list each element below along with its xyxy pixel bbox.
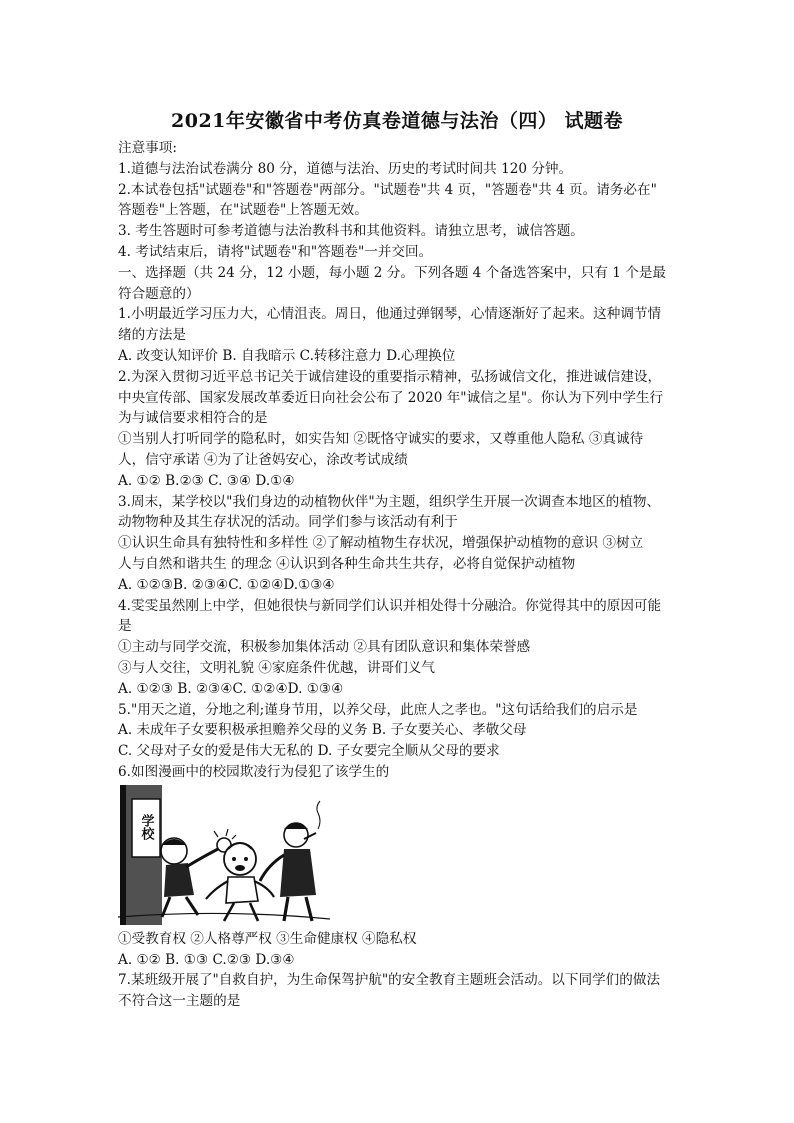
notice-list xyxy=(118,159,678,263)
notice-line: 3. 考生答题时可参考道德与法治教科书和其他资料。请独立思考，诚信答题。 xyxy=(118,223,584,240)
question-line: ①认识生命具有独特性和多样性 ②了解动植物生存状况，增强保护动植物的意识 ③树立 xyxy=(118,535,644,552)
victim-body xyxy=(226,877,258,903)
question-line: ①当别人打听同学的隐私时，如实告知 ②既恪守诚实的要求，又尊重他人隐私 ③真诚待 xyxy=(118,431,644,448)
school-bullying-cartoon-icon xyxy=(118,785,330,925)
question-list-continued xyxy=(118,929,678,1012)
question-line: 6.如图漫画中的校园欺凌行为侵犯了该学生的 xyxy=(118,763,390,780)
section-line: 符合题意的） xyxy=(118,285,200,302)
notice-line: 答题卷"上答题，在"试题卷"上答题无效。 xyxy=(118,202,368,219)
victim-eye xyxy=(244,857,248,861)
notice-line: 4. 考试结束后，请将"试题卷"和"答题卷"一并交回。 xyxy=(118,243,433,260)
question-list xyxy=(118,304,678,782)
question-line: A. 改变认知评价 B. 自我暗示 C.转移注意力 D.心理换位 xyxy=(118,347,456,364)
notice-line: 1.道德与法治试卷满分 80 分，道德与法治、历史的考试时间共 120 分钟。 xyxy=(118,160,573,177)
question-line: ③与人交往，文明礼貌 ④家庭条件优越，讲哥们义气 xyxy=(118,659,435,676)
left-bully-body xyxy=(164,863,194,897)
smoke xyxy=(317,801,320,829)
question-line: 2.为深入贯彻习近平总书记关于诚信建设的重要指示精神，弘扬诚信文化，推进诚信建设， xyxy=(118,368,662,385)
cartoon-drawing xyxy=(118,785,330,925)
question-line: A. 未成年子女要积极承担赡养父母的义务 B. 子女要关心、孝敬父母 xyxy=(118,722,527,739)
section-heading xyxy=(118,263,678,305)
question-line: A. ①② B. ①③ C.②③ D.③④ xyxy=(118,951,295,968)
notice-heading: 注意事项: xyxy=(118,140,177,156)
exam-content xyxy=(118,138,678,1012)
school-sign-text: 学校 xyxy=(138,813,154,840)
question-line: 中央宣传部、国家发展改革委近日向社会公布了 2020 年"诚信之星"。你认为下列中学生行 xyxy=(118,389,664,406)
question-line: A. ①②③B. ②③④C. ①②④D.①③④ xyxy=(118,576,335,593)
question-line: 3.周末，某学校以"我们身边的动植物伙伴"为主题，组织学生开展一次调查本地区的植物、 xyxy=(118,493,661,510)
victim-mouth xyxy=(235,865,245,871)
victim-legs xyxy=(224,903,258,921)
question-line: 不符合这一主题的是 xyxy=(118,993,241,1010)
question-line: 4.雯雯虽然刚上中学，但她很快与新同学们认识并相处得十分融洽。你觉得其中的原因可能 xyxy=(118,597,662,614)
notice-line: 2.本试卷包括"试题卷"和"答题卷"两部分。"试题卷"共 4 页，"答题卷"共 4 页。请务必在" xyxy=(118,181,657,198)
question-line: ①受教育权 ②人格尊严权 ③生命健康权 ④隐私权 xyxy=(118,930,417,947)
question-line: 7.某班级开展了"自救自护，为生命保驾护航"的安全教育主题班会活动。以下同学们的做法 xyxy=(118,972,661,989)
question-line: A. ①②③ B. ②③④C. ①②④D. ①③④ xyxy=(118,680,344,697)
question-line: 5."用天之道，分地之利;谨身节用，以养父母，此庶人之孝也。"这句话给我们的启示是 xyxy=(118,701,638,718)
right-bully-arm xyxy=(260,855,284,881)
question-line: 人与自然和谐共生 的理念 ④认识到各种生命共生共存，必将自觉保护动植物 xyxy=(118,555,576,572)
question-line: A. ①② B.②③ C. ③④ D.①④ xyxy=(118,472,295,489)
right-bully-hair xyxy=(284,823,308,829)
right-bully-body xyxy=(280,849,316,897)
question-line: 绪的方法是 xyxy=(118,327,186,344)
question-line: 人，信守承诺 ④为了让爸妈安心，涂改考试成绩 xyxy=(118,451,408,468)
question-line: 动物物种及其生存状况的活动。同学们参与该活动有利于 xyxy=(118,514,458,531)
question-line: 1.小明最近学习压力大，心情沮丧。周日，他通过弹钢琴，心情逐渐好了起来。这种调节情 xyxy=(118,306,662,323)
question-line: 是 xyxy=(118,618,132,635)
question-line: ①主动与同学交流，积极参加集体活动 ②具有团队意识和集体荣誉感 xyxy=(118,639,531,656)
question-line: 为与诚信要求相符合的是 xyxy=(118,410,268,427)
section-line: 一、选择题（共 24 分，12 小题，每小题 2 分。下列各题 4 个备选答案中，只有 1 个是最 xyxy=(118,264,667,281)
question-line: C. 父母对子女的爱是伟大无私的 D. 子女要完全顺从父母的要求 xyxy=(118,743,500,760)
left-bully-hair xyxy=(162,839,186,845)
left-bully-arm xyxy=(186,847,222,867)
victim-eye xyxy=(232,857,236,861)
victim-arm xyxy=(206,881,228,899)
page-title: 2021年安徽省中考仿真卷道德与法治（四） 试题卷 xyxy=(171,110,623,132)
wall-post xyxy=(120,785,126,925)
